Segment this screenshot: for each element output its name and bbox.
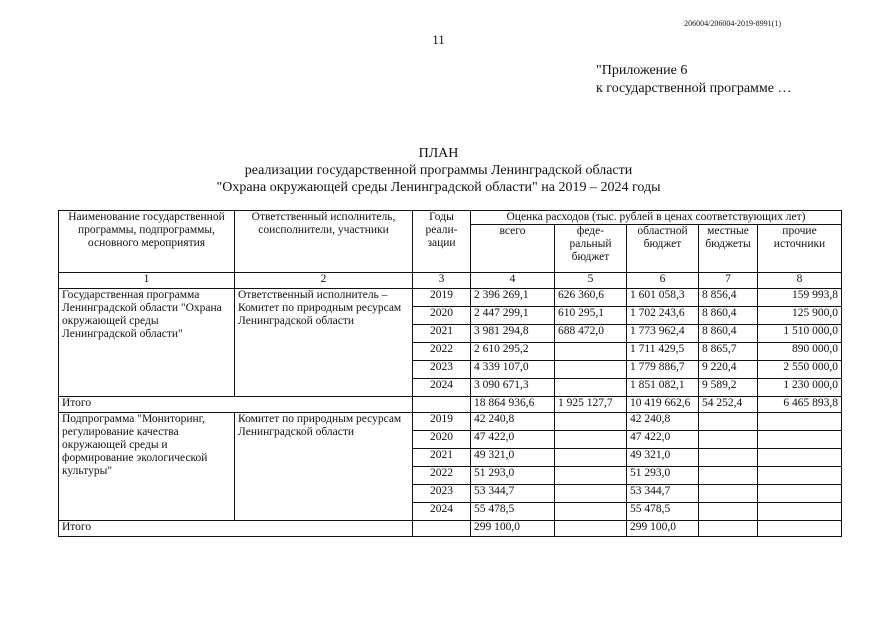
other-cell <box>758 485 842 503</box>
regional-cell: 1 773 962,4 <box>627 325 699 343</box>
summary-other: 6 465 893,8 <box>758 397 842 413</box>
total-cell: 2 447 299,1 <box>471 307 555 325</box>
regional-cell: 1 702 243,6 <box>627 307 699 325</box>
other-cell <box>758 431 842 449</box>
program-name: Подпрограмма "Мониторинг, регулирование качества окружающей среды и формирование экологической культуры" <box>59 413 235 521</box>
other-cell <box>758 413 842 431</box>
col-number: 1 <box>59 273 235 289</box>
local-cell <box>699 431 758 449</box>
year-cell: 2019 <box>413 289 471 307</box>
federal-cell <box>555 379 627 397</box>
year-cell: 2021 <box>413 449 471 467</box>
local-cell: 8 860,4 <box>699 325 758 343</box>
year-cell: 2023 <box>413 485 471 503</box>
header-local: местные бюджеты <box>699 225 758 273</box>
regional-cell: 1 711 429,5 <box>627 343 699 361</box>
table-row <box>59 413 842 431</box>
summary-other <box>758 521 842 537</box>
year-cell: 2019 <box>413 413 471 431</box>
summary-row <box>59 521 842 537</box>
total-cell: 47 422,0 <box>471 431 555 449</box>
federal-cell: 688 472,0 <box>555 325 627 343</box>
header-federal: феде-ральный бюджет <box>555 225 627 273</box>
total-cell: 49 321,0 <box>471 449 555 467</box>
local-cell: 8 856,4 <box>699 289 758 307</box>
col-number: 2 <box>235 273 413 289</box>
local-cell: 9 589,2 <box>699 379 758 397</box>
table-row <box>59 289 842 307</box>
local-cell: 8 865,7 <box>699 343 758 361</box>
summary-year-cell <box>413 397 471 413</box>
federal-cell <box>555 485 627 503</box>
header-estimate: Оценка расходов (тыс. рублей в ценах соответствующих лет) <box>471 211 842 225</box>
federal-cell: 626 360,6 <box>555 289 627 307</box>
total-cell: 4 339 107,0 <box>471 361 555 379</box>
plan-title <box>0 145 877 196</box>
local-cell <box>699 503 758 521</box>
header-other: прочие источники <box>758 225 842 273</box>
federal-cell <box>555 467 627 485</box>
total-cell: 3 981 294,8 <box>471 325 555 343</box>
title-line-3: "Охрана окружающей среды Ленинградской области" на 2019 – 2024 годы <box>216 180 661 195</box>
appendix-line-2: к государственной программе … <box>596 81 792 96</box>
col-number: 6 <box>627 273 699 289</box>
year-cell: 2021 <box>413 325 471 343</box>
other-cell <box>758 467 842 485</box>
title-line-1: ПЛАН <box>418 146 459 161</box>
summary-local: 54 252,4 <box>699 397 758 413</box>
col-number: 7 <box>699 273 758 289</box>
expenses-table <box>58 210 842 537</box>
other-cell: 159 993,8 <box>758 289 842 307</box>
appendix-note <box>596 62 791 98</box>
total-cell: 2 396 269,1 <box>471 289 555 307</box>
total-cell: 2 610 295,2 <box>471 343 555 361</box>
year-cell: 2022 <box>413 467 471 485</box>
federal-cell <box>555 343 627 361</box>
total-cell: 42 240,8 <box>471 413 555 431</box>
header-executor: Ответственный исполнитель, соисполнители, участники <box>235 211 413 273</box>
summary-label: Итого <box>59 521 413 537</box>
col-number: 5 <box>555 273 627 289</box>
other-cell: 890 000,0 <box>758 343 842 361</box>
regional-cell: 1 601 058,3 <box>627 289 699 307</box>
col-number: 4 <box>471 273 555 289</box>
header-years: Годы реали-зации <box>413 211 471 273</box>
year-cell: 2020 <box>413 307 471 325</box>
appendix-line-1: "Приложение 6 <box>596 63 688 78</box>
page-number: 11 <box>432 32 445 47</box>
summary-total: 299 100,0 <box>471 521 555 537</box>
summary-row <box>59 397 842 413</box>
summary-year-cell <box>413 521 471 537</box>
summary-federal <box>555 521 627 537</box>
summary-federal: 1 925 127,7 <box>555 397 627 413</box>
other-cell: 1 230 000,0 <box>758 379 842 397</box>
year-cell: 2020 <box>413 431 471 449</box>
document-id: 206004/206004-2019-8991(1) <box>684 19 781 28</box>
total-cell: 53 344,7 <box>471 485 555 503</box>
header-total: всего <box>471 225 555 273</box>
summary-regional: 10 419 662,6 <box>627 397 699 413</box>
local-cell <box>699 485 758 503</box>
total-cell: 51 293,0 <box>471 467 555 485</box>
other-cell: 2 550 000,0 <box>758 361 842 379</box>
other-cell: 125 900,0 <box>758 307 842 325</box>
regional-cell: 47 422,0 <box>627 431 699 449</box>
federal-cell <box>555 449 627 467</box>
regional-cell: 51 293,0 <box>627 467 699 485</box>
local-cell <box>699 467 758 485</box>
summary-total: 18 864 936,6 <box>471 397 555 413</box>
federal-cell <box>555 413 627 431</box>
other-cell <box>758 449 842 467</box>
local-cell <box>699 449 758 467</box>
year-cell: 2024 <box>413 379 471 397</box>
year-cell: 2024 <box>413 503 471 521</box>
federal-cell <box>555 361 627 379</box>
local-cell: 9 220,4 <box>699 361 758 379</box>
local-cell <box>699 413 758 431</box>
header-regional: областной бюджет <box>627 225 699 273</box>
other-cell <box>758 503 842 521</box>
regional-cell: 49 321,0 <box>627 449 699 467</box>
header-row <box>59 211 842 225</box>
executor-name: Ответственный исполнитель – Комитет по природным ресурсам Ленинградской области <box>235 289 413 397</box>
regional-cell: 55 478,5 <box>627 503 699 521</box>
regional-cell: 1 779 886,7 <box>627 361 699 379</box>
total-cell: 3 090 671,3 <box>471 379 555 397</box>
other-cell: 1 510 000,0 <box>758 325 842 343</box>
summary-label: Итого <box>59 397 413 413</box>
year-cell: 2023 <box>413 361 471 379</box>
summary-regional: 299 100,0 <box>627 521 699 537</box>
header-name: Наименование государственной программы, подпрограммы, основного мероприятия <box>59 211 235 273</box>
total-cell: 55 478,5 <box>471 503 555 521</box>
federal-cell <box>555 431 627 449</box>
year-cell: 2022 <box>413 343 471 361</box>
regional-cell: 42 240,8 <box>627 413 699 431</box>
col-number: 3 <box>413 273 471 289</box>
executor-name: Комитет по природным ресурсам Ленинградской области <box>235 413 413 521</box>
regional-cell: 1 851 082,1 <box>627 379 699 397</box>
federal-cell: 610 295,1 <box>555 307 627 325</box>
summary-local <box>699 521 758 537</box>
title-line-2: реализации государственной программы Ленинградской области <box>244 163 633 178</box>
column-number-row <box>59 273 842 289</box>
program-name: Государственная программа Ленинградской области "Охрана окружающей среды Ленинградской области" <box>59 289 235 397</box>
local-cell: 8 860,4 <box>699 307 758 325</box>
federal-cell <box>555 503 627 521</box>
regional-cell: 53 344,7 <box>627 485 699 503</box>
col-number: 8 <box>758 273 842 289</box>
